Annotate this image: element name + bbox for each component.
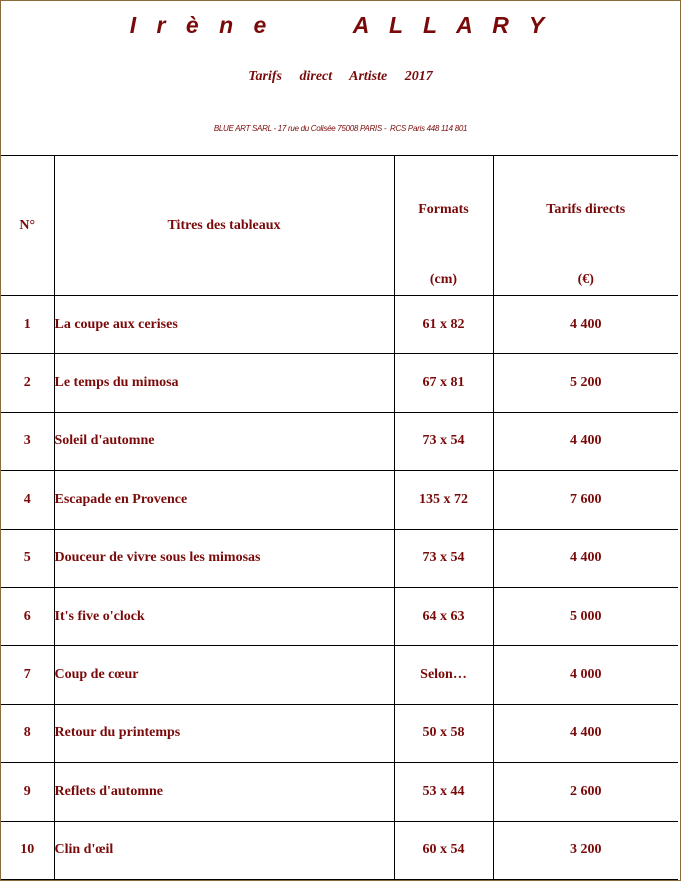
painting-format: 50 x 58 — [394, 704, 493, 762]
row-number: 4 — [1, 471, 54, 529]
painting-price: 4 000 — [493, 646, 678, 704]
table-row — [1, 471, 678, 529]
row-number: 3 — [1, 412, 54, 470]
painting-title: Reflets d'automne — [54, 763, 394, 821]
painting-title: Soleil d'automne — [54, 412, 394, 470]
painting-title: Douceur de vivre sous les mimosas — [54, 529, 394, 587]
painting-title: It's five o'clock — [54, 587, 394, 645]
header-num-label: N° — [19, 217, 36, 233]
painting-format: 73 x 54 — [394, 529, 493, 587]
row-number: 1 — [1, 296, 54, 354]
painting-format: 73 x 54 — [394, 412, 493, 470]
table-row — [1, 296, 678, 354]
header-formats-label: Formats — [418, 202, 469, 217]
painting-price: 5 000 — [493, 587, 678, 645]
row-number: 10 — [1, 821, 54, 879]
price-table — [1, 155, 678, 880]
painting-title: Retour du printemps — [54, 704, 394, 762]
header-titre-label: Titres des tableaux — [167, 217, 281, 233]
table-row — [1, 821, 678, 879]
painting-format: 64 x 63 — [394, 587, 493, 645]
painting-format: Selon… — [394, 646, 493, 704]
painting-price: 3 200 — [493, 821, 678, 879]
table-row — [1, 763, 678, 821]
painting-title: Escapade en Provence — [54, 471, 394, 529]
company-address: BLUE ART SARL - 17 rue du Colisée 75008 PARIS - RCS Paris 448 114 801 — [213, 124, 468, 133]
row-number: 7 — [1, 646, 54, 704]
table-row — [1, 412, 678, 470]
row-number: 5 — [1, 529, 54, 587]
painting-price: 5 200 — [493, 354, 678, 412]
header-titre — [54, 156, 394, 296]
painting-price: 4 400 — [493, 704, 678, 762]
header-tarifs — [493, 156, 678, 296]
row-number: 6 — [1, 587, 54, 645]
painting-title: Clin d'œil — [54, 821, 394, 879]
painting-price: 4 400 — [493, 529, 678, 587]
row-number: 2 — [1, 354, 54, 412]
page-title: I r è n e A L L A R Y — [129, 12, 552, 38]
header-formats — [394, 156, 493, 296]
table-row — [1, 646, 678, 704]
painting-price: 4 400 — [493, 296, 678, 354]
painting-format: 53 x 44 — [394, 763, 493, 821]
painting-format: 67 x 81 — [394, 354, 493, 412]
header-tarifs-label: Tarifs directs — [546, 202, 626, 217]
table-row — [1, 529, 678, 587]
painting-title: La coupe aux cerises — [54, 296, 394, 354]
header-formats-unit: (cm) — [429, 272, 458, 287]
row-number: 8 — [1, 704, 54, 762]
header-tarifs-unit: (€) — [577, 272, 594, 287]
table-header-row — [1, 156, 678, 296]
painting-price: 7 600 — [493, 471, 678, 529]
painting-title: Le temps du mimosa — [54, 354, 394, 412]
header-num — [1, 156, 54, 296]
row-number: 9 — [1, 763, 54, 821]
painting-price: 4 400 — [493, 412, 678, 470]
table-row — [1, 354, 678, 412]
table-row — [1, 704, 678, 762]
page-subtitle: Tarifs direct Artiste 2017 — [248, 69, 433, 84]
painting-format: 135 x 72 — [394, 471, 493, 529]
painting-price: 2 600 — [493, 763, 678, 821]
painting-title: Coup de cœur — [54, 646, 394, 704]
painting-format: 61 x 82 — [394, 296, 493, 354]
table-row — [1, 587, 678, 645]
painting-format: 60 x 54 — [394, 821, 493, 879]
